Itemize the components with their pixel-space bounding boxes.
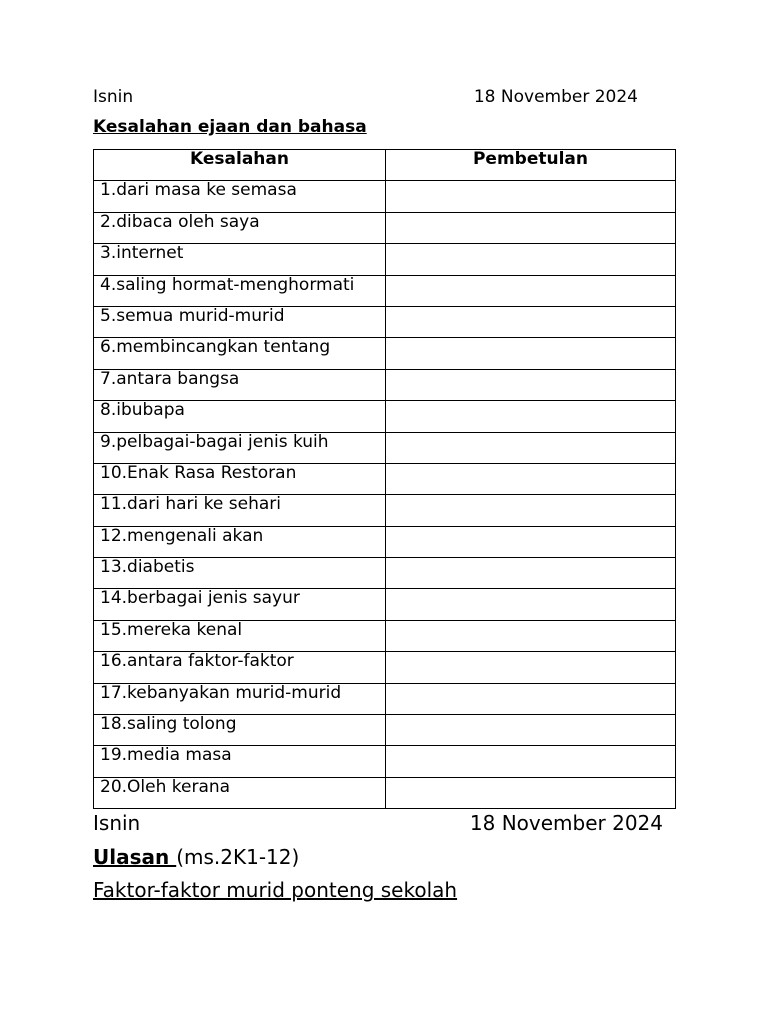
table-row [94,589,676,620]
table-row [94,683,676,714]
table-row [94,526,676,557]
table-row [94,306,676,337]
kesalahan-cell: 10.Enak Rasa Restoran [94,463,386,494]
table-row [94,715,676,746]
pembetulan-cell[interactable] [386,683,676,714]
pembetulan-cell[interactable] [386,620,676,651]
pembetulan-cell[interactable] [386,432,676,463]
ulasan-heading [93,845,299,869]
pembetulan-cell[interactable] [386,181,676,212]
table-row [94,463,676,494]
table-row [94,620,676,651]
pembetulan-cell[interactable] [386,526,676,557]
table-row [94,275,676,306]
table-row [94,652,676,683]
kesalahan-cell: 8.ibubapa [94,401,386,432]
pembetulan-cell[interactable] [386,715,676,746]
kesalahan-cell: 3.internet [94,244,386,275]
pembetulan-cell[interactable] [386,777,676,808]
day-label: Isnin [93,87,134,107]
table-row [94,369,676,400]
table-row [94,432,676,463]
date-header [93,87,638,107]
kesalahan-cell: 16.antara faktor-faktor [94,652,386,683]
kesalahan-cell: 15.mereka kenal [94,620,386,651]
date-label: 18 November 2024 [473,87,638,107]
table-header-row [94,150,676,181]
kesalahan-cell: 18.saling tolong [94,715,386,746]
kesalahan-cell: 14.berbagai jenis sayur [94,589,386,620]
pembetulan-cell[interactable] [386,401,676,432]
pembetulan-cell[interactable] [386,746,676,777]
kesalahan-cell: 7.antara bangsa [94,369,386,400]
column-header-kesalahan: Kesalahan [94,150,386,181]
table-row [94,244,676,275]
pembetulan-cell[interactable] [386,338,676,369]
pembetulan-cell[interactable] [386,244,676,275]
table-row [94,495,676,526]
pembetulan-cell[interactable] [386,495,676,526]
pembetulan-cell[interactable] [386,369,676,400]
date-header-second [93,811,663,835]
table-row [94,558,676,589]
section-title: Kesalahan ejaan dan bahasa [93,117,367,137]
essay-topic: Faktor-faktor murid ponteng sekolah [93,878,458,902]
kesalahan-cell: 4.saling hormat-menghormati [94,275,386,306]
date-label: 18 November 2024 [469,811,663,835]
corrections-table [93,149,676,809]
pembetulan-cell[interactable] [386,463,676,494]
kesalahan-cell: 17.kebanyakan murid-murid [94,683,386,714]
kesalahan-cell: 6.membincangkan tentang [94,338,386,369]
ulasan-code: (ms.2K1-12) [176,845,300,869]
kesalahan-cell: 9.pelbagai-bagai jenis kuih [94,432,386,463]
kesalahan-cell: 19.media masa [94,746,386,777]
kesalahan-cell: 1.dari masa ke semasa [94,181,386,212]
pembetulan-cell[interactable] [386,652,676,683]
ulasan-title: Ulasan [93,845,177,869]
kesalahan-cell: 20.Oleh kerana [94,777,386,808]
pembetulan-cell[interactable] [386,275,676,306]
kesalahan-cell: 13.diabetis [94,558,386,589]
table-row [94,746,676,777]
pembetulan-cell[interactable] [386,306,676,337]
table-row [94,777,676,808]
table-row [94,181,676,212]
column-header-pembetulan: Pembetulan [386,150,676,181]
day-label: Isnin [93,811,141,835]
table-row [94,338,676,369]
kesalahan-cell: 2.dibaca oleh saya [94,212,386,243]
pembetulan-cell[interactable] [386,212,676,243]
table-row [94,212,676,243]
pembetulan-cell[interactable] [386,558,676,589]
kesalahan-cell: 12.mengenali akan [94,526,386,557]
kesalahan-cell: 5.semua murid-murid [94,306,386,337]
kesalahan-cell: 11.dari hari ke sehari [94,495,386,526]
pembetulan-cell[interactable] [386,589,676,620]
table-row [94,401,676,432]
